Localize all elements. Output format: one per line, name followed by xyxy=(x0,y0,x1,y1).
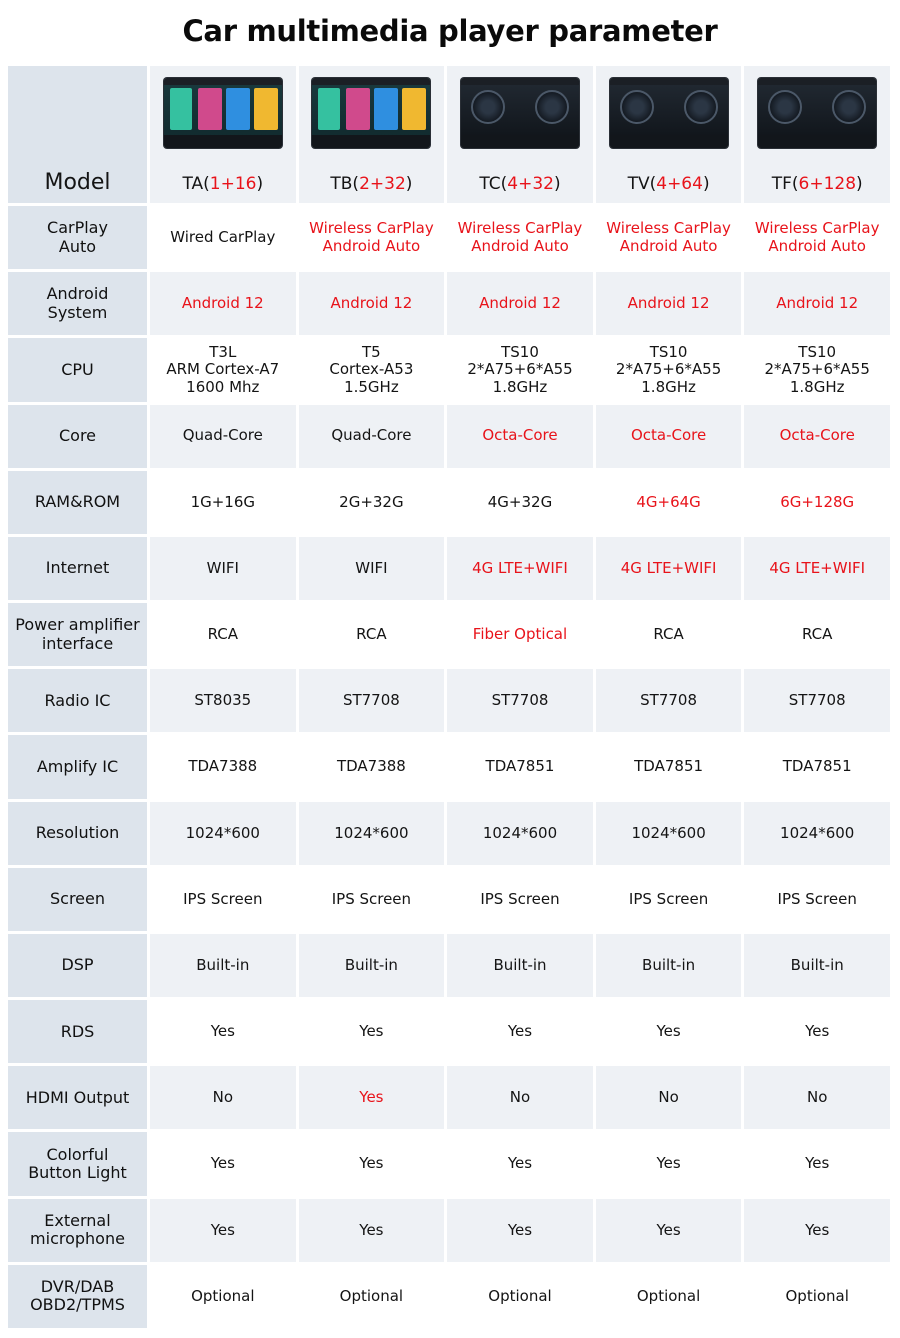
model-header-label xyxy=(8,66,147,203)
row-label: CarPlay Auto xyxy=(8,206,147,269)
spec-value-cell: No xyxy=(150,1066,296,1129)
spec-value-cell: Wired CarPlay xyxy=(150,206,296,269)
model-name: TC(4+32) xyxy=(479,174,561,195)
model-code: TC xyxy=(479,174,501,195)
spec-value-cell: T5 Cortex-A53 1.5GHz xyxy=(299,338,445,401)
model-column-header xyxy=(447,66,593,203)
spec-value-cell: Optional xyxy=(447,1265,593,1328)
spec-value-cell: T3L ARM Cortex-A7 1600 Mhz xyxy=(150,338,296,401)
spec-value-cell: Yes xyxy=(150,1132,296,1195)
spec-value-cell: Built-in xyxy=(299,934,445,997)
spec-value-cell: ST7708 xyxy=(447,669,593,732)
head-unit-thumbnail xyxy=(758,78,876,148)
spec-value-cell: Android 12 xyxy=(744,272,890,335)
row-label: DVR/DAB OBD2/TPMS xyxy=(8,1265,147,1328)
spec-value-cell: Built-in xyxy=(150,934,296,997)
spec-value-cell: IPS Screen xyxy=(596,868,742,931)
spec-value-cell: Built-in xyxy=(596,934,742,997)
spec-value-cell: No xyxy=(744,1066,890,1129)
spec-table xyxy=(8,66,890,1328)
spec-value-cell: TDA7851 xyxy=(447,735,593,798)
spec-value-cell: TS10 2*A75+6*A55 1.8GHz xyxy=(744,338,890,401)
spec-value-cell: Yes xyxy=(150,1199,296,1262)
model-name: TF(6+128) xyxy=(771,174,863,195)
spec-value-cell: Android 12 xyxy=(596,272,742,335)
spec-value-cell: Android 12 xyxy=(299,272,445,335)
spec-value-cell: Octa-Core xyxy=(447,405,593,468)
spec-value-cell: Yes xyxy=(447,1132,593,1195)
spec-value-cell: TS10 2*A75+6*A55 1.8GHz xyxy=(596,338,742,401)
row-label: Screen xyxy=(8,868,147,931)
spec-value-cell: RCA xyxy=(596,603,742,666)
spec-value-cell: Quad-Core xyxy=(150,405,296,468)
spec-value-cell: Wireless CarPlay Android Auto xyxy=(596,206,742,269)
model-memory-spec: 4+32 xyxy=(507,174,554,195)
spec-value-cell: Yes xyxy=(447,1199,593,1262)
spec-value-cell: 4G LTE+WIFI xyxy=(447,537,593,600)
spec-value-cell: Yes xyxy=(596,1199,742,1262)
spec-value-cell: 6G+128G xyxy=(744,471,890,534)
spec-value-cell: TDA7388 xyxy=(150,735,296,798)
model-memory-spec: 4+64 xyxy=(656,174,703,195)
spec-value-cell: Yes xyxy=(447,1000,593,1063)
model-code: TB xyxy=(330,174,353,195)
head-unit-thumbnail xyxy=(461,78,579,148)
spec-value-cell: ST7708 xyxy=(299,669,445,732)
row-label: CPU xyxy=(8,338,147,401)
spec-value-cell: 1024*600 xyxy=(447,802,593,865)
row-label: RDS xyxy=(8,1000,147,1063)
model-code: TV xyxy=(627,174,650,195)
spec-value-cell: Yes xyxy=(744,1000,890,1063)
spec-value-cell: Android 12 xyxy=(150,272,296,335)
row-label: Radio IC xyxy=(8,669,147,732)
spec-value-cell: IPS Screen xyxy=(447,868,593,931)
row-label: DSP xyxy=(8,934,147,997)
spec-value-cell: Quad-Core xyxy=(299,405,445,468)
spec-value-cell: Yes xyxy=(299,1132,445,1195)
row-label: Android System xyxy=(8,272,147,335)
spec-value-cell: Built-in xyxy=(744,934,890,997)
spec-value-cell: 4G LTE+WIFI xyxy=(744,537,890,600)
spec-value-cell: Octa-Core xyxy=(596,405,742,468)
row-label: Amplify IC xyxy=(8,735,147,798)
row-label: RAM&ROM xyxy=(8,471,147,534)
spec-value-cell: Yes xyxy=(299,1199,445,1262)
spec-value-cell: 4G+32G xyxy=(447,471,593,534)
spec-value-cell: TS10 2*A75+6*A55 1.8GHz xyxy=(447,338,593,401)
spec-value-cell: RCA xyxy=(299,603,445,666)
spec-value-cell: Fiber Optical xyxy=(447,603,593,666)
model-label-text: Model xyxy=(44,169,111,195)
head-unit-thumbnail xyxy=(610,78,728,148)
spec-value-cell: 1024*600 xyxy=(150,802,296,865)
spec-value-cell: No xyxy=(596,1066,742,1129)
spec-value-cell: IPS Screen xyxy=(744,868,890,931)
spec-value-cell: Yes xyxy=(596,1000,742,1063)
spec-value-cell: Yes xyxy=(299,1000,445,1063)
spec-value-cell: Built-in xyxy=(447,934,593,997)
spec-value-cell: ST8035 xyxy=(150,669,296,732)
model-name: TA(1+16) xyxy=(182,174,264,195)
spec-value-cell: Wireless CarPlay Android Auto xyxy=(299,206,445,269)
spec-value-cell: RCA xyxy=(150,603,296,666)
spec-value-cell: Octa-Core xyxy=(744,405,890,468)
page-title: Car multimedia player parameter xyxy=(182,14,718,48)
row-label: Resolution xyxy=(8,802,147,865)
spec-value-cell: Yes xyxy=(744,1199,890,1262)
spec-value-cell: Yes xyxy=(299,1066,445,1129)
spec-value-cell: TDA7388 xyxy=(299,735,445,798)
row-label: Internet xyxy=(8,537,147,600)
spec-value-cell: Optional xyxy=(596,1265,742,1328)
row-label: External microphone xyxy=(8,1199,147,1262)
spec-value-cell: 1G+16G xyxy=(150,471,296,534)
model-column-header xyxy=(744,66,890,203)
head-unit-thumbnail xyxy=(312,78,430,148)
spec-value-cell: Yes xyxy=(744,1132,890,1195)
model-column-header xyxy=(150,66,296,203)
model-memory-spec: 2+32 xyxy=(359,174,406,195)
model-column-header xyxy=(596,66,742,203)
model-code: TF xyxy=(771,174,792,195)
spec-value-cell: Wireless CarPlay Android Auto xyxy=(744,206,890,269)
spec-value-cell: 1024*600 xyxy=(596,802,742,865)
head-unit-thumbnail xyxy=(164,78,282,148)
spec-value-cell: 1024*600 xyxy=(299,802,445,865)
spec-value-cell: 2G+32G xyxy=(299,471,445,534)
spec-value-cell: IPS Screen xyxy=(150,868,296,931)
spec-value-cell: IPS Screen xyxy=(299,868,445,931)
spec-value-cell: Wireless CarPlay Android Auto xyxy=(447,206,593,269)
row-label: Colorful Button Light xyxy=(8,1132,147,1195)
model-name: TB(2+32) xyxy=(330,174,413,195)
model-memory-spec: 1+16 xyxy=(209,174,257,195)
spec-value-cell: TDA7851 xyxy=(596,735,742,798)
row-label: Power amplifier interface xyxy=(8,603,147,666)
spec-value-cell: Yes xyxy=(150,1000,296,1063)
spec-value-cell: WIFI xyxy=(299,537,445,600)
row-label: HDMI Output xyxy=(8,1066,147,1129)
spec-value-cell: TDA7851 xyxy=(744,735,890,798)
spec-value-cell: ST7708 xyxy=(744,669,890,732)
model-code: TA xyxy=(182,174,204,195)
spec-value-cell: No xyxy=(447,1066,593,1129)
row-label: Core xyxy=(8,405,147,468)
spec-value-cell: Optional xyxy=(744,1265,890,1328)
model-column-header xyxy=(299,66,445,203)
spec-value-cell: Optional xyxy=(299,1265,445,1328)
spec-value-cell: Optional xyxy=(150,1265,296,1328)
spec-value-cell: Android 12 xyxy=(447,272,593,335)
model-name: TV(4+64) xyxy=(627,174,710,195)
spec-value-cell: ST7708 xyxy=(596,669,742,732)
spec-value-cell: WIFI xyxy=(150,537,296,600)
spec-value-cell: 4G+64G xyxy=(596,471,742,534)
spec-value-cell: Yes xyxy=(596,1132,742,1195)
spec-value-cell: 4G LTE+WIFI xyxy=(596,537,742,600)
spec-value-cell: 1024*600 xyxy=(744,802,890,865)
spec-value-cell: RCA xyxy=(744,603,890,666)
model-memory-spec: 6+128 xyxy=(798,174,857,195)
